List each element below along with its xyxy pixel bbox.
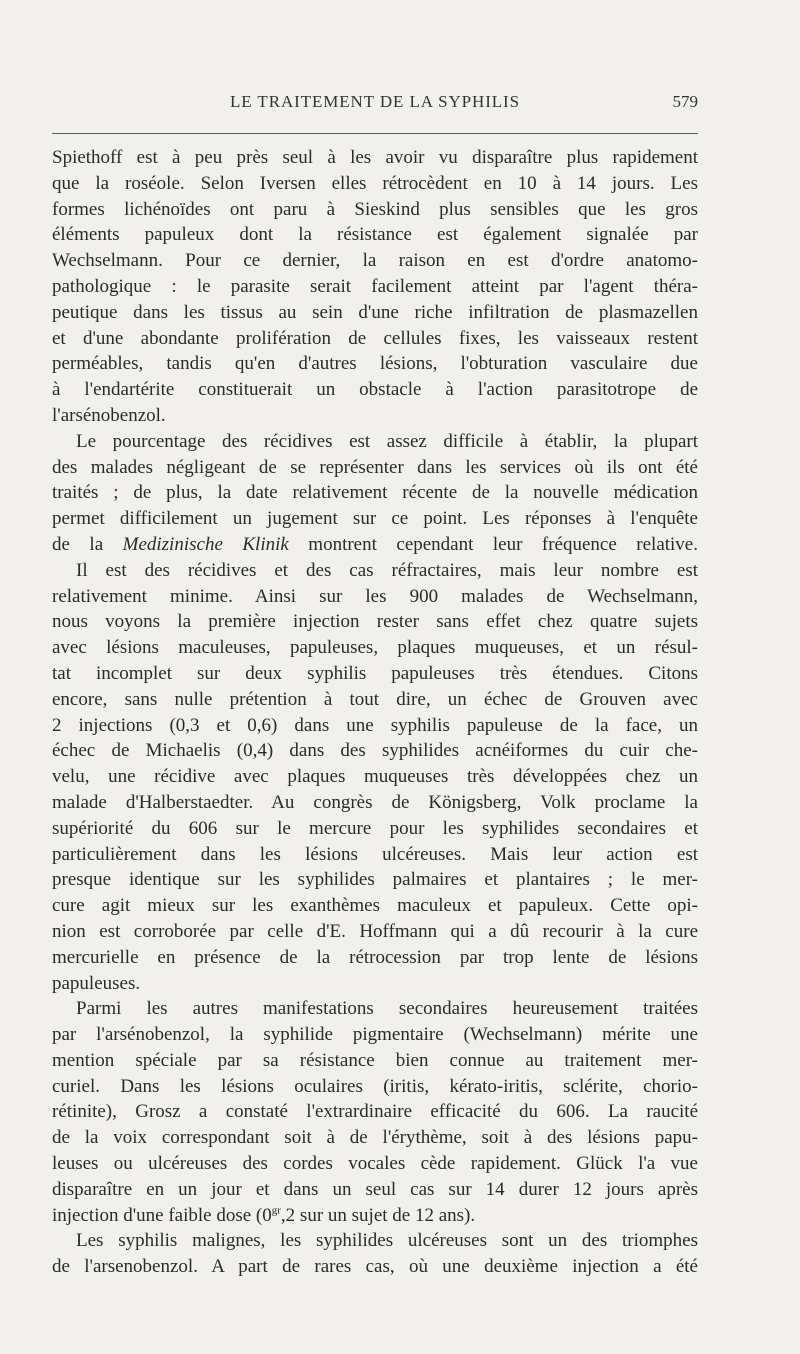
superscript-unit: gr <box>271 1204 281 1217</box>
text-line: Spiethoff est à peu près seul à les avoir vu disparaître plus rapidement <box>52 147 698 168</box>
text-line: tat incomplet sur deux syphilis papuleuses très étendues. Citons <box>52 662 698 684</box>
text-line: par l'arsénobenzol, la syphilide pigmentaire (Wechselmann) mérite une <box>52 1024 698 1046</box>
header-rule <box>52 133 698 134</box>
text-line: éléments papuleux dont la résistance est également signalée par <box>52 224 698 246</box>
text-line-with-italic <box>52 532 698 558</box>
running-head <box>52 92 698 116</box>
text-line: malade d'Halberstaedter. Au congrès de Königsberg, Volk proclame la <box>52 791 698 813</box>
body-text <box>52 145 698 1280</box>
paragraph-start-line: Il est des récidives et des cas réfractaires, mais leur nombre est <box>76 559 698 581</box>
text-line: échec de Michaelis (0,4) dans des syphilides acnéiformes du cuir che- <box>52 740 698 762</box>
line-text-before: injection d'une faible dose (0 <box>52 1204 272 1226</box>
text-line: nous voyons la première injection rester sans effet chez quatre sujets <box>52 611 698 633</box>
text-line: relativement minime. Ainsi sur les 900 malades de Wechselmann, <box>52 585 698 607</box>
text-line: permet difficilement un jugement sur ce point. Les réponses à l'enquête <box>52 508 698 530</box>
running-title: LE TRAITEMENT DE LA SYPHILIS <box>230 92 520 111</box>
italic-journal-title: Medizinische Klinik <box>122 533 289 555</box>
text-line: de l'arsenobenzol. A part de rares cas, où une deuxième injection a été <box>52 1256 698 1278</box>
line-text-before: de la <box>52 533 123 555</box>
text-line: des malades négligeant de se représenter dans les services où ils ont été <box>52 456 698 478</box>
text-line: peutique dans les tissus au sein d'une riche infiltration de plasmazellen <box>52 301 698 323</box>
text-line: cure agit mieux sur les exanthèmes maculeux et papuleux. Cette opi- <box>52 895 698 917</box>
text-line: mention spéciale par sa résistance bien connue au traitement mer- <box>52 1049 698 1071</box>
text-line: à l'endartérite constituerait un obstacle à l'action parasitotrope de <box>52 379 698 401</box>
text-line: disparaître en un jour et dans un seul cas sur 14 durer 12 jours après <box>52 1178 698 1200</box>
text-line: 2 injections (0,3 et 0,6) dans une syphilis papuleuse de la face, un <box>52 714 698 736</box>
paragraph-start-line: Le pourcentage des récidives est assez difficile à établir, la plupart <box>76 430 698 452</box>
text-line: traités ; de plus, la date relativement récente de la nouvelle médication <box>52 482 698 504</box>
text-line: que la roséole. Selon Iversen elles rétrocèdent en 10 à 14 jours. Les <box>52 172 698 194</box>
text-line: particulièrement dans les lésions ulcéreuses. Mais leur action est <box>52 843 698 865</box>
paragraph-end-line: l'arsénobenzol. <box>52 404 166 426</box>
page-number: 579 <box>672 92 698 111</box>
text-line: rétinite), Grosz a constaté l'extrardinaire efficacité du 606. La raucité <box>52 1101 698 1123</box>
text-line: avec lésions maculeuses, papuleuses, plaques muqueuses, et un résul- <box>52 637 698 659</box>
text-line: presque identique sur les syphilides palmaires et plantaires ; le mer- <box>52 869 698 891</box>
text-line: perméables, tandis qu'en d'autres lésions, l'obturation vasculaire due <box>52 353 698 375</box>
text-line: nion est corroborée par celle d'E. Hoffmann qui a dû recourir à la cure <box>52 920 698 942</box>
text-line: pathologique : le parasite serait facilement atteint par l'agent théra- <box>52 275 698 297</box>
paragraph-end-line: papuleuses. <box>52 972 141 994</box>
text-line: Wechselmann. Pour ce dernier, la raison en est d'ordre anatomo- <box>52 250 698 272</box>
line-text-after: montrent cependant leur fréquence relative. <box>288 533 698 555</box>
text-line: formes lichénoïdes ont paru à Sieskind plus sensibles que les gros <box>52 198 698 220</box>
text-line: curiel. Dans les lésions oculaires (iritis, kérato-iritis, sclérite, chorio- <box>52 1075 698 1097</box>
text-line: supériorité du 606 sur le mercure pour les syphilides secondaires et <box>52 817 698 839</box>
paragraph-start-line: Les syphilis malignes, les syphilides ulcéreuses sont un des triomphes <box>76 1230 698 1252</box>
text-line: mercurielle en présence de la rétrocession par trop lente de lésions <box>52 946 698 968</box>
paragraph-start-line: Parmi les autres manifestations secondaires heureusement traitées <box>76 998 698 1020</box>
text-line: leuses ou ulcéreuses des cordes vocales cède rapidement. Glück l'a vue <box>52 1153 698 1175</box>
text-line: encore, sans nulle prétention à tout dire, un échec de Grouven avec <box>52 688 698 710</box>
text-line: et d'une abondante prolifération de cellules fixes, les vaisseaux restent <box>52 327 698 349</box>
text-line: de la voix correspondant soit à de l'érythème, soit à des lésions papu- <box>52 1127 698 1149</box>
text-line: velu, une récidive avec plaques muqueuses très développées chez un <box>52 766 698 788</box>
text-line-with-superscript <box>52 1203 698 1229</box>
line-text-after: ,2 sur un sujet de 12 ans). <box>280 1204 476 1226</box>
